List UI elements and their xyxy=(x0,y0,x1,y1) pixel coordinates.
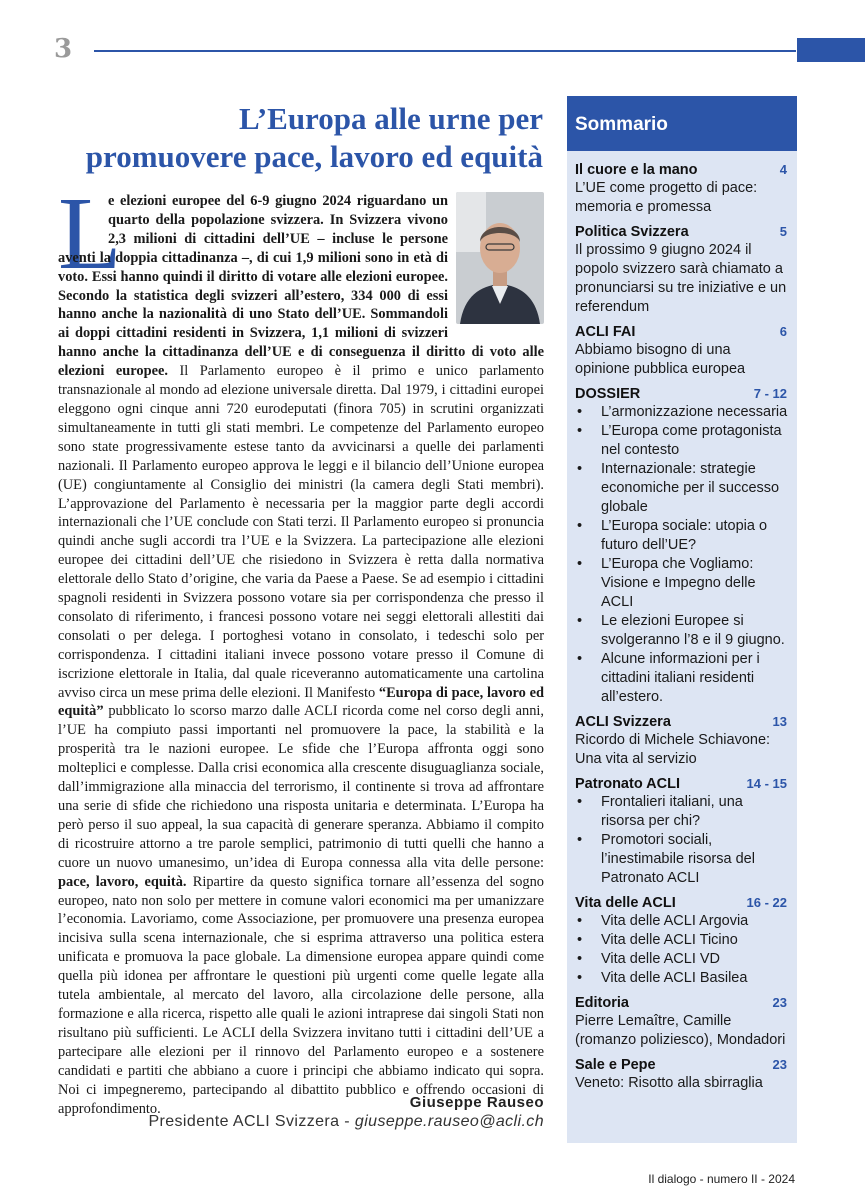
toc-list-item[interactable]: • Frontalieri italiani, una risorsa per chi? xyxy=(575,793,789,831)
toc-page-number: 7 - 12 xyxy=(753,386,787,401)
toc-list-item[interactable]: • Vita delle ACLI Ticino xyxy=(575,931,789,950)
toc-list-item[interactable]: • Internazionale: strategie economiche per il successo globale xyxy=(575,460,789,517)
author-photo xyxy=(456,192,544,324)
article-body xyxy=(58,176,545,1118)
toc-page-number: 14 - 15 xyxy=(746,776,787,791)
toc-page-number: 23 xyxy=(772,995,787,1010)
author-title: Presidente ACLI Svizzera - xyxy=(148,1113,355,1130)
toc-section-title: Sale e Pepe xyxy=(575,1057,656,1073)
article-body-part-3: Ripartire da questo significa tornare all’essenza del sogno europeo, nato non solo per mettere in comune valori economici ma per umanizzare l’economia. Lavoriamo, come Associazione, per promuovere una presenza europea incisiva sulla scena internazionale, che si esprima attraverso una politica estera unificata e promuova la pace globale. La dimensione europea appare quindi come quella più idonea per affrontare le questioni più urgenti come quelle legate alla tutela ambientale, al mercato del lavoro, alla circolazione delle persone, alla formazione e alla ricerca, rispetto alle quali le azioni intraprese dai singoli Stati non risultano più sufficienti. Le ACLI della Svizzera invitano tutti i cittadini dell’UE a partecipare alle elezioni per il rinnovo del Parlamento europeo e a sostenere candidati e partiti che abbiano a cuore i principi che abbiamo indicato qui sopra. Noi ci impegneremo, partecipando al dibattito pubblico e offrendo occasioni di approfondimento. xyxy=(58,873,545,1117)
toc-section-vita-acli[interactable] xyxy=(575,894,789,988)
toc-list-item[interactable]: • L’Europa sociale: utopia o futuro dell’UE? xyxy=(575,517,789,555)
toc-page-number: 23 xyxy=(772,1057,787,1072)
toc-list-item[interactable]: • L’Europa che Vogliamo: Visione e Impegno delle ACLI xyxy=(575,555,789,612)
toc-page-number: 4 xyxy=(779,162,787,177)
toc-section-title: ACLI FAI xyxy=(575,324,636,340)
toc-list-item[interactable]: • Vita delle ACLI Basilea xyxy=(575,969,789,988)
toc-list-item[interactable]: • Vita delle ACLI Argovia xyxy=(575,912,789,931)
toc-section-sale-e-pepe[interactable] xyxy=(575,1056,789,1093)
toc-section-text: Veneto: Risotto alla sbirraglia xyxy=(575,1075,763,1091)
toc-title: Sommario xyxy=(567,96,797,151)
toc-list-item[interactable]: • Le elezioni Europee si svolgeranno l’8 e il 9 giugno. xyxy=(575,612,789,650)
toc-section-title: Patronato ACLI xyxy=(575,776,680,792)
toc-section-patronato[interactable] xyxy=(575,775,789,888)
headline-line-1: L’Europa alle urne per xyxy=(238,101,543,136)
toc-page-number: 16 - 22 xyxy=(746,895,787,910)
toc-section-text: Abbiamo bisogno di una opinione pubblica europea xyxy=(575,342,746,377)
toc-page-number: 6 xyxy=(779,324,787,339)
toc-section-title: Vita delle ACLI xyxy=(575,895,676,911)
page-footer: Il dialogo - numero II - 2024 xyxy=(648,1172,795,1186)
toc-section-il-cuore[interactable] xyxy=(575,161,789,217)
signature xyxy=(58,1094,544,1131)
author-email[interactable]: giuseppe.rauseo@acli.ch xyxy=(354,1113,544,1130)
article-lead: e elezioni europee del 6-9 giugno 2024 riguardano un quarto della popolazione svizzera. In Svizzera vivono 2,3 milioni di cittadini dell’UE – incluse le persone aventi la doppia cittadinanza –, di cui 1,9 milioni sono in età di voto. Essi hanno quindi il diritto di votare alle elezioni europee. Secondo la statistica degli svizzeri all’estero, 334 000 di essi hanno anche la nazionalità di uno Stato dell’UE. Sommandoli ai doppi cittadini residenti in Svizzera, 1,1 milioni di svizzeri hanno anche la cittadinanza dell’UE e di conseguenza il diritto di voto alle elezioni europee. xyxy=(58,193,544,380)
toc-page-number: 5 xyxy=(779,224,787,239)
toc-section-title: DOSSIER xyxy=(575,386,641,402)
toc-section-title: Il cuore e la mano xyxy=(575,162,698,178)
toc-section-title: Editoria xyxy=(575,995,629,1011)
manifesto-title: “Europa di pace, lavoro ed equità” xyxy=(58,684,544,720)
toc-section-text: L’UE come progetto di pace: memoria e promessa xyxy=(575,180,758,215)
article-headline xyxy=(40,100,543,176)
toc-section-politica-svizzera[interactable] xyxy=(575,223,789,317)
toc-section-acli-svizzera[interactable] xyxy=(575,713,789,769)
article-text xyxy=(58,176,545,1118)
table-of-contents xyxy=(567,96,797,1143)
drop-cap: L xyxy=(58,176,122,291)
toc-list-item[interactable]: • Vita delle ACLI VD xyxy=(575,950,789,969)
keywords: pace, lavoro, equità. xyxy=(58,873,187,890)
header-rule xyxy=(94,50,796,52)
author-name: Giuseppe Rauseo xyxy=(409,1094,544,1111)
toc-list-item[interactable]: • Alcune informazioni per i cittadini italiani residenti all’estero. xyxy=(575,650,789,707)
article-body-part-2: pubblicato lo scorso marzo dalle ACLI ricorda come nel corso degli anni, l’UE ha compiuto passi importanti nel promuovere la pace, la stabilità e la prosperità tra le nazioni europee. Le sfide che l’Europa affronta oggi sono molteplici e complesse. Dalla crisi economica alla crescente disuguaglianza sociale, dall’immigrazione alla minaccia del terrorismo, il continente si trova ad affrontare una serie di sfide che richiedono una risposta unitaria e determinata. L’Europa ha però perso il suo appeal, la sua capacità di generare speranza. Abbiamo il compito di ricostruire attorno a tre parole semplici, patrimonio di tutti quelli che hanno a cuore un nuovo umanesimo, un’idea di Europa connessa alla vita delle persone: xyxy=(58,703,544,871)
article-body-part-1: Il Parlamento europeo è il primo e unico parlamento transnazionale al mondo ad elezione universale diretta. Dal 1979, i cittadini europei eleggono ogni cinque anni 720 eurodeputati (finora 705) in scrutini organizzati simultaneamente in tutti gli stati membri. Le competenze del Parlamento europeo sono state progressivamente estese tanto da avvicinarsi a quelle dei parlamenti nazionali. Il Parlamento europeo approva le leggi e il bilancio dell’Unione europea (UE) congiuntamente al Consiglio dei ministri (la camera degli Stati membri). L’approvazione del Parlamento è necessaria per la maggior parte degli accordi internazionali che l’UE conclude con Stati terzi. Il Parlamento europeo si pronuncia quindi anche sugli accordi tra l’UE e la Svizzera. La partecipazione alle elezioni europee dei cittadini dell’UE che risiedono in Svizzera è retta dalla normativa elettorale dello Stato d’origine, che varia da Paese a Paese. Se ad esempio i cittadini spagnoli residenti in Svizzera possono votare sia per corrispondenza che presso il consolato di riferimento, i francesi possono votare nei seggi elettorali allestiti dai consolati o per delega. I portoghesi votano in consolato, i tedeschi solo per corrispondenza. I cittadini italiani invece possono votare presso il Comune di iscrizione elettorale in Italia, dal quale riceveranno automaticamente una cartolina avviso circa un mese prima delle elezioni. Il Manifesto xyxy=(58,363,544,701)
headline-line-2: promuovere pace, lavoro ed equità xyxy=(85,139,543,174)
toc-section-title: Politica Svizzera xyxy=(575,224,689,240)
toc-section-text: Pierre Lemaître, Camille (romanzo poliziesco), Mondadori xyxy=(575,1013,786,1048)
toc-section-text: Ricordo di Michele Schiavone: Una vita al servizio xyxy=(575,732,771,767)
toc-section-dossier[interactable] xyxy=(575,385,789,707)
page-number: 3 xyxy=(54,34,73,64)
toc-page-number: 13 xyxy=(772,714,787,729)
toc-section-editoria[interactable] xyxy=(575,994,789,1050)
toc-section-acli-fai[interactable] xyxy=(575,323,789,379)
toc-section-title: ACLI Svizzera xyxy=(575,714,671,730)
toc-list-item[interactable]: • L’Europa come protagonista nel contesto xyxy=(575,422,789,460)
author-role xyxy=(58,1113,544,1131)
toc-list-item[interactable]: • Promotori sociali, l’inestimabile risorsa del Patronato ACLI xyxy=(575,831,789,888)
toc-section-text: Il prossimo 9 giugno 2024 il popolo svizzero sarà chiamato a pronunciarsi su tre iniziative e un referendum xyxy=(575,242,787,315)
header-color-block xyxy=(797,38,865,62)
toc-list-item[interactable]: • L’armonizzazione necessaria xyxy=(575,403,789,422)
